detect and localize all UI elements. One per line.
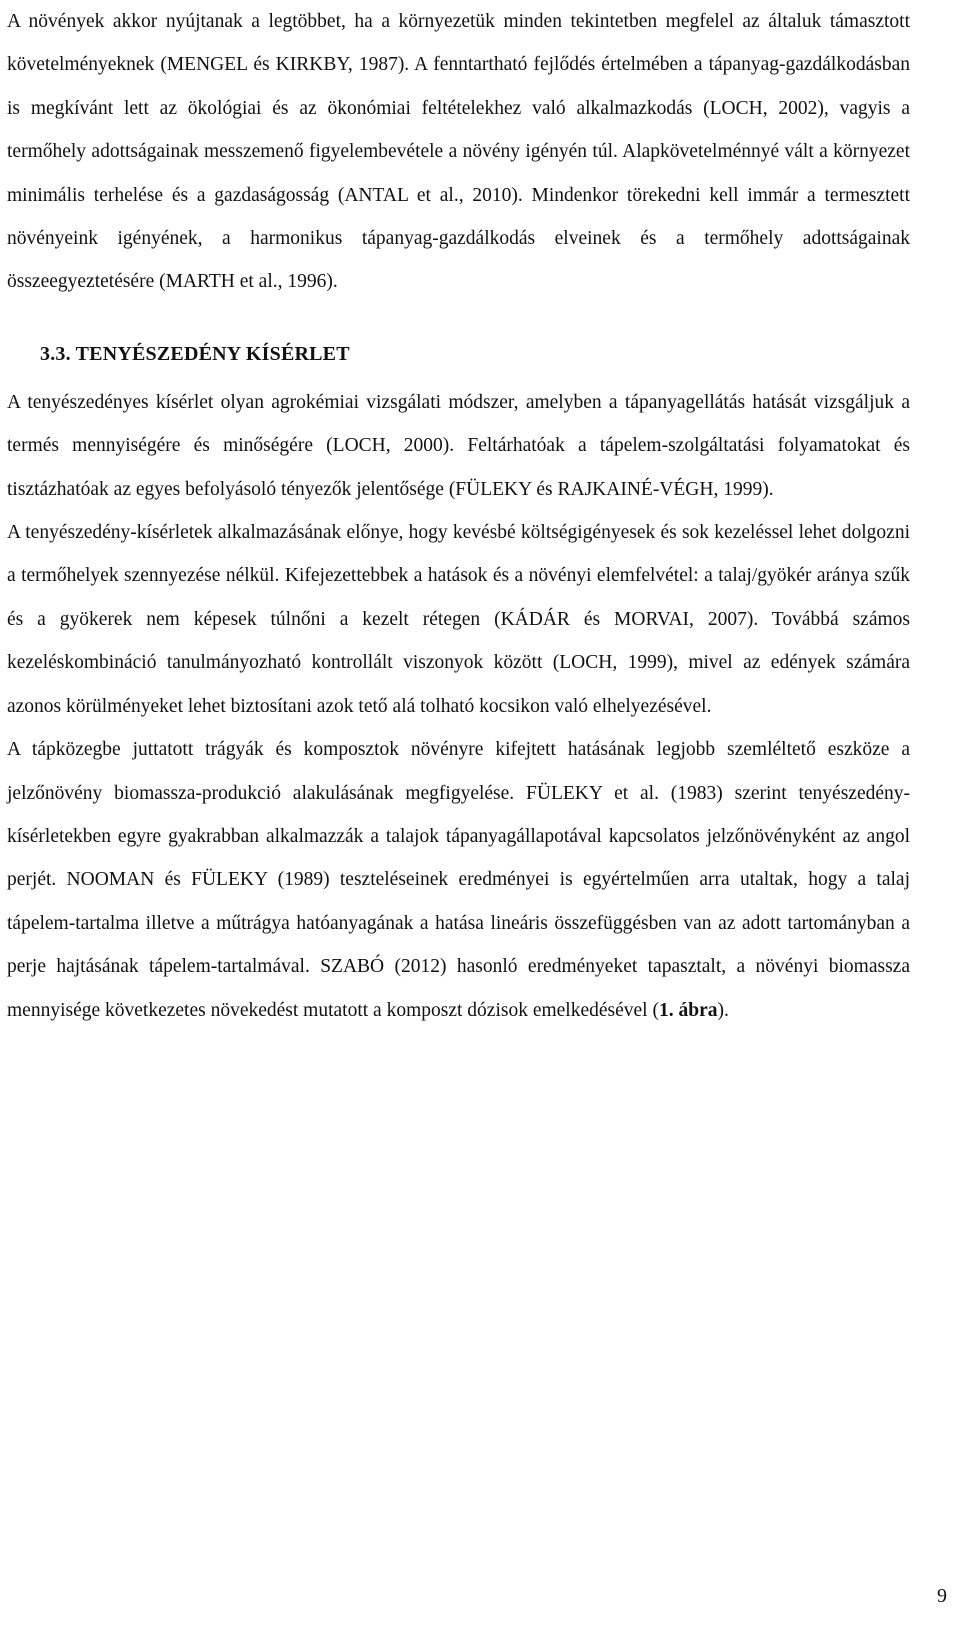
figure-reference: 1. ábra <box>658 999 718 1021</box>
section-heading: 3.3. TENYÉSZEDÉNY KÍSÉRLET <box>40 342 350 365</box>
paragraph-indicator-plant-text: A tápközegbe juttatott trágyák és komposztok növényre kifejtett hatásának legjobb szemléltető eszköze a jelzőnövény biomassza-produkció alakulásának megfigyelése. FÜLEKY et al. (1983) szerint tenyészedény-kísérletekben egyre gyakrabban alkalmazzák a talajok tápanyagállapotával kapcsolatos jelzőnövényként az angol perjét. NOOMAN és FÜLEKY (1989) teszteléseinek eredményei is egyértelműen arra utaltak, hogy a talaj tápelem-tartalma illetve a műtrágya hatóanyagának a hatása lineáris összefüggésben van az adott tartományban a perje hajtásának tápelem-tartalmával. SZABÓ (2012) hasonló eredményeket tapasztalt, a növényi biomassza mennyisége következetes növekedést mutatott a komposzt dózisok emelkedésével ( <box>7 739 910 1021</box>
paragraph-pot-experiment-definition: A tenyészedényes kísérlet olyan agrokémiai vizsgálati módszer, amelyben a tápanyagellátás hatását vizsgáljuk a termés mennyiségére és minőségére (LOCH, 2000). Feltárhatóak a tápelem-szolgáltatási folyamatokat és tisztázhatóak az egyes befolyásoló tényezők jelentősége (FÜLEKY és RAJKAINÉ-VÉGH, 1999). <box>7 391 910 500</box>
paragraph-plant-requirements: A növények akkor nyújtanak a legtöbbet, ha a környezetük minden tekintetben megfelel az általuk támasztott követelményeknek (MENGEL és KIRKBY, 1987). A fenntartható fejlődés értelmében a tápanyag-gazdálkodásban is megkívánt lett az ökológiai és az ökonómiai feltételekhez való alkalmazkodás (LOCH, 2002), vagyis a termőhely adottságainak messzemenő figyelembevétele a növény igényén túl. Alapkövetelménnyé vált a környezet minimális terhelése és a gazdaságosság (ANTAL et al., 2010). Mindenkor törekedni kell immár a termesztett növényeink igényének, a harmonikus tápanyag-gazdálkodás elveinek és a termőhely adottságainak összeegyeztetésére (MARTH et al., 1996). <box>7 11 910 293</box>
paragraph-pot-experiment-advantages: A tenyészedény-kísérletek alkalmazásának előnye, hogy kevésbé költségigényesek és sok kezeléssel lehet dolgozni a termőhelyek szennyezése nélkül. Kifejezettebbek a hatások és a növényi elemfelvétel: a talaj/gyökér aránya szűk és a gyökerek nem képesek túlnőni a kezelt rétegen (KÁDÁR és MORVAI, 2007). Továbbá számos kezeléskombináció tanulmányozható kontrollált viszonyok között (LOCH, 1999), mivel az edények számára azonos körülményeket lehet biztosítani azok tető alá tolható kocsikon való elhelyezésével. <box>7 522 910 717</box>
document-body <box>7 0 910 1032</box>
paragraph-indicator-plant-end: ). <box>717 999 729 1021</box>
page-number: 9 <box>937 1585 947 1607</box>
paragraph-indicator-plant <box>7 728 910 1032</box>
